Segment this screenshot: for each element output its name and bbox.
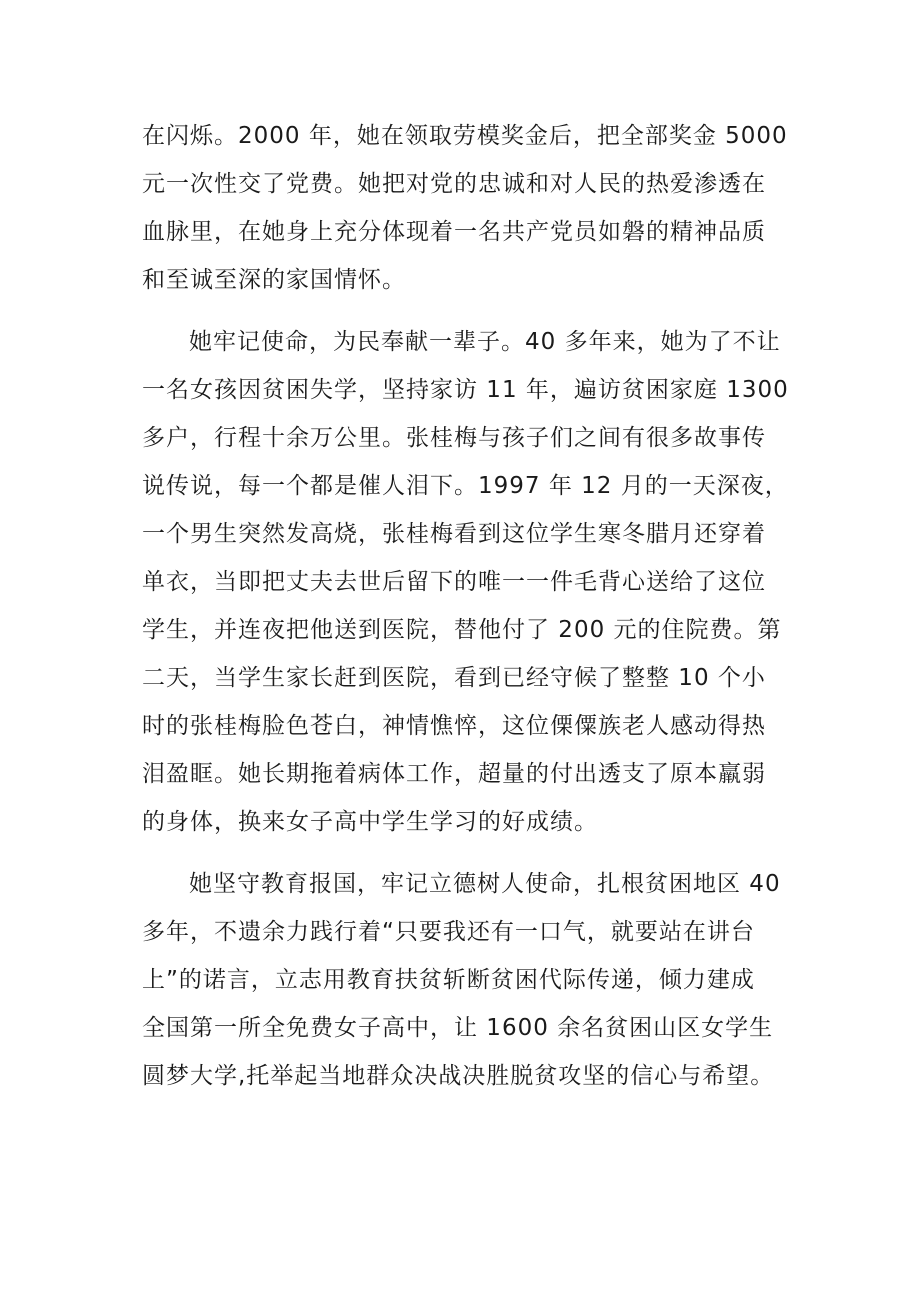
paragraph-3-line-4: 全国第一所全免费女子高中，让 1600 余名贫困山区女学生	[142, 1015, 774, 1041]
paragraph-3-line-3: 上”的诺言，立志用教育扶贫斩断贫困代际传递，倾力建成	[142, 967, 755, 993]
paragraph-2-line-4: 说传说，每一个都是催人泪下。1997 年 12 月的一天深夜，	[142, 473, 789, 499]
paragraph-2-line-9: 时的张桂梅脸色苍白，神情憔悴，这位傈僳族老人感动得热	[142, 713, 766, 739]
paragraph-3-line-1: 她坚守教育报国，牢记立德树人使命，扎根贫困地区 40	[189, 871, 781, 897]
paragraph-2-line-10: 泪盈眶。她长期拖着病体工作，超量的付出透支了原本羸弱	[142, 761, 766, 787]
paragraph-2-line-3: 多户，行程十余万公里。张桂梅与孩子们之间有很多故事传	[142, 425, 766, 451]
paragraph-2-line-2: 一名女孩因贫困失学，坚持家访 11 年，遍访贫困家庭 1300	[142, 377, 789, 403]
paragraph-1-line-2: 元一次性交了党费。她把对党的忠诚和对人民的热爱渗透在	[142, 171, 766, 197]
paragraph-2-line-11: 的身体，换来女子高中学生学习的好成绩。	[142, 809, 598, 835]
paragraph-2-line-5: 一个男生突然发高烧，张桂梅看到这位学生寒冬腊月还穿着	[142, 521, 766, 547]
paragraph-2-line-6: 单衣，当即把丈夫去世后留下的唯一一件毛背心送给了这位	[142, 569, 766, 595]
paragraph-3-line-5: 圆梦大学,托举起当地群众决战决胜脱贫攻坚的信心与希望。	[142, 1063, 775, 1089]
paragraph-2-line-7: 学生，并连夜把他送到医院，替他付了 200 元的住院费。第	[142, 617, 782, 643]
paragraph-1-line-4: 和至诚至深的家国情怀。	[142, 267, 406, 293]
paragraph-1-line-1: 在闪烁。2000 年，她在领取劳模奖金后，把全部奖金 5000	[142, 123, 788, 149]
paragraph-3-line-2: 多年，不遗余力践行着“只要我还有一口气，就要站在讲台	[142, 919, 755, 945]
paragraph-1-line-3: 血脉里，在她身上充分体现着一名共产党员如磐的精神品质	[142, 219, 766, 245]
paragraph-2-line-1: 她牢记使命，为民奉献一辈子。40 多年来，她为了不让	[189, 329, 781, 355]
paragraph-2-line-8: 二天，当学生家长赶到医院，看到已经守候了整整 10 个小	[142, 665, 766, 691]
